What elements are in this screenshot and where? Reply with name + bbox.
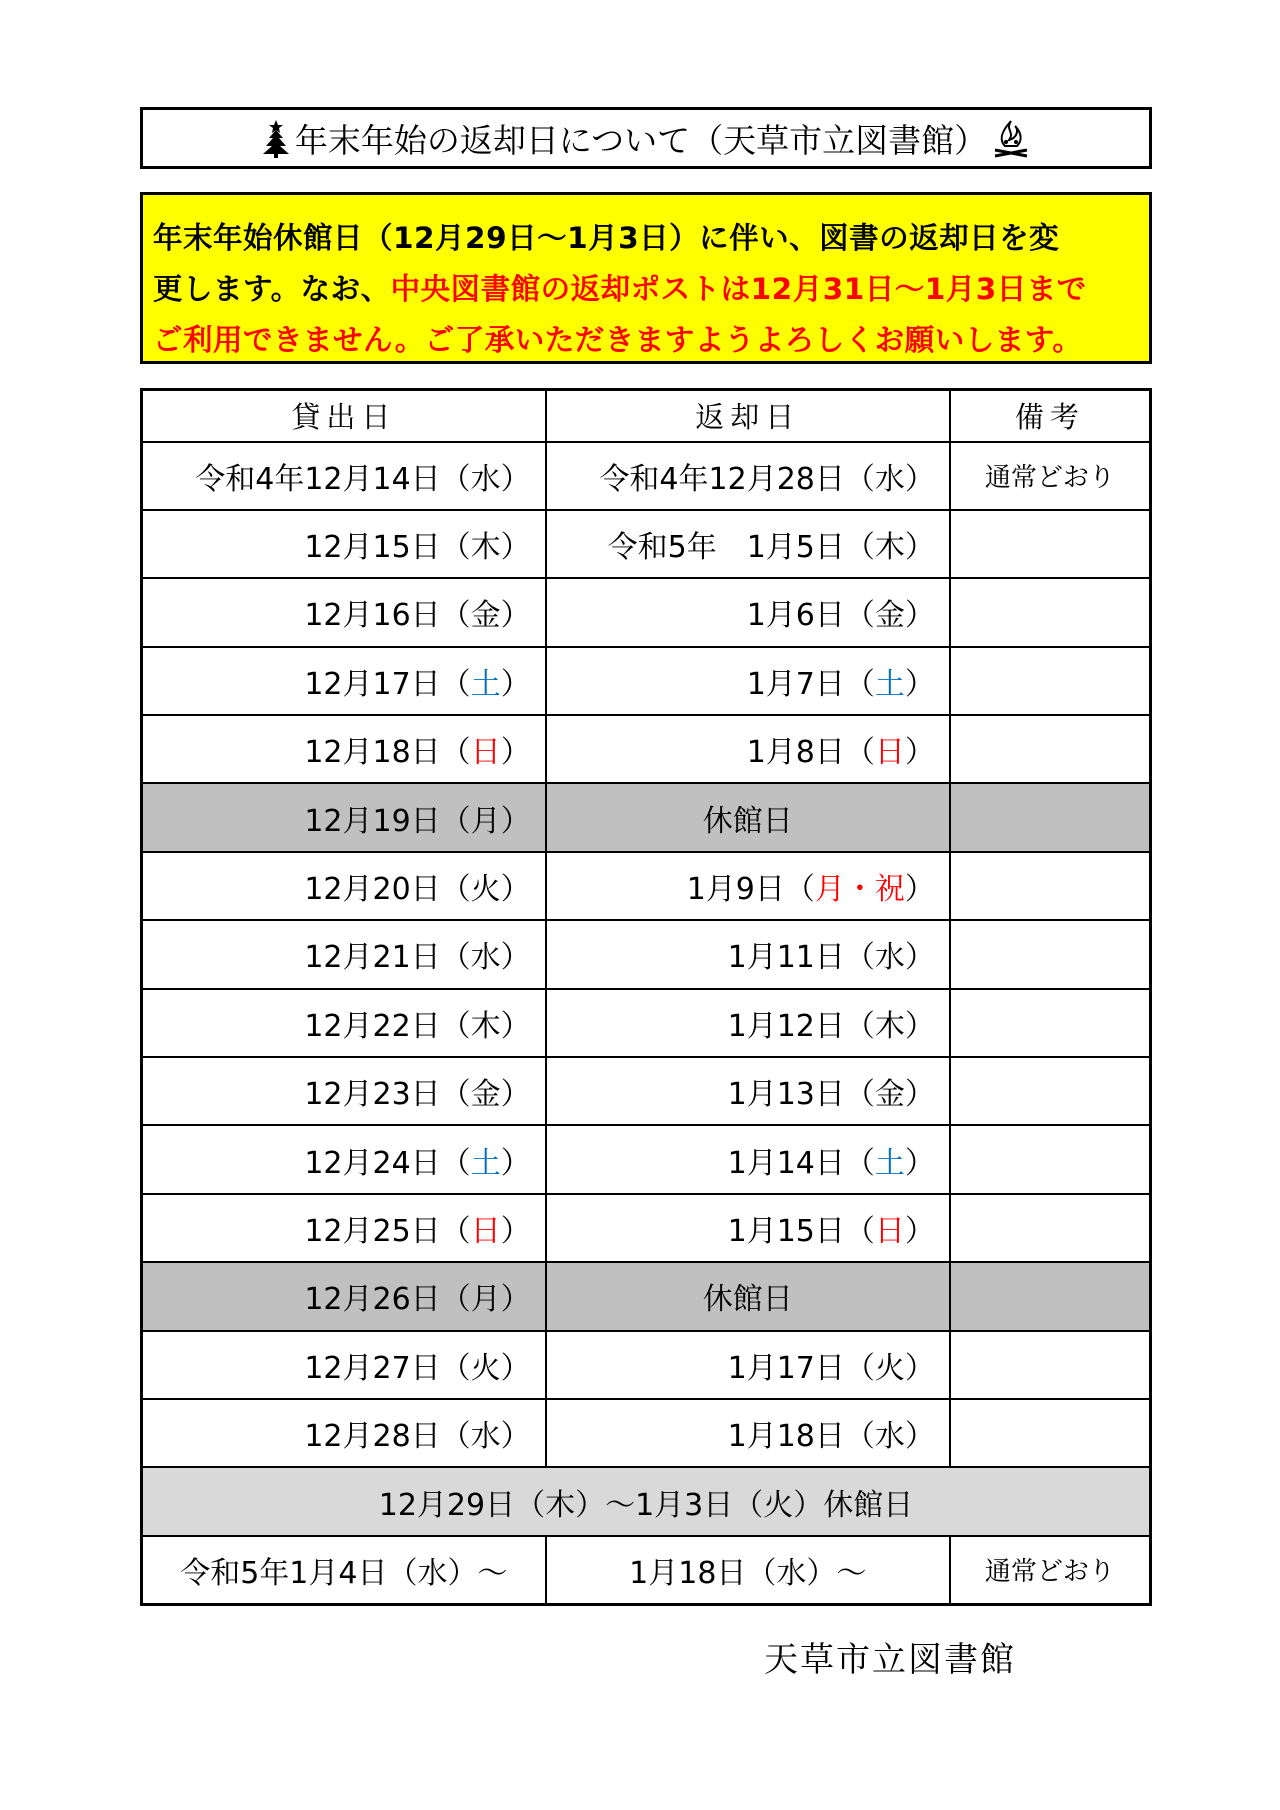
lend-date-cell: 12月15日（木）: [142, 510, 546, 578]
table-row: [142, 578, 1151, 646]
table-header-row: [142, 390, 1151, 442]
lend-date-cell: 12月21日（水）: [142, 920, 546, 988]
closed-period-cell: 12月29日（木）～1月3日（火）休館日: [142, 1467, 1151, 1535]
lend-date-cell: 12月28日（水）: [142, 1399, 546, 1467]
lend-date-cell: 12月19日（月）: [142, 783, 546, 851]
table-row-closed: [142, 783, 1151, 851]
note-cell: [950, 1262, 1151, 1330]
notice-line-1: 年末年始休館日（12月29日～1月3日）に伴い、図書の返却日を変: [153, 221, 1060, 255]
holiday-label: 月・祝: [814, 872, 905, 908]
return-date-cell: 1月9日（月・祝）: [546, 852, 950, 920]
note-cell: [950, 1125, 1151, 1193]
notice-box: [140, 192, 1152, 364]
saturday-label: 土: [874, 666, 905, 702]
return-date-cell: 1月18日（水）～: [546, 1536, 950, 1604]
table-row: [142, 442, 1151, 510]
lend-date-cell: 12月16日（金）: [142, 578, 546, 646]
table-row: [142, 1536, 1151, 1604]
note-cell: [950, 578, 1151, 646]
return-schedule-table: [140, 388, 1152, 1606]
library-signature: 天草市立図書館: [764, 1640, 1016, 1680]
table-row: [142, 1399, 1151, 1467]
return-date-cell: 1月17日（火）: [546, 1331, 950, 1399]
return-date-cell: 令和5年 1月5日（木）: [546, 510, 950, 578]
lend-date-cell: 12月22日（木）: [142, 989, 546, 1057]
christmas-tree-icon: [261, 118, 291, 158]
note-cell: [950, 920, 1151, 988]
sunday-label: 日: [470, 735, 501, 771]
saturday-label: 土: [470, 666, 501, 702]
return-date-cell: 休館日: [546, 1262, 950, 1330]
notice-line-2: 更します。なお、中央図書館の返却ポストは12月31日～1月3日まで: [153, 272, 1087, 306]
table-row: [142, 920, 1151, 988]
table-row: [142, 1194, 1151, 1262]
sunday-label: 日: [470, 1213, 501, 1249]
note-cell: [950, 852, 1151, 920]
lend-date-cell: 12月24日（土）: [142, 1125, 546, 1193]
sunday-label: 日: [874, 1213, 905, 1249]
note-cell: [950, 510, 1151, 578]
return-date-cell: 1月7日（土）: [546, 647, 950, 715]
table-row: [142, 510, 1151, 578]
document-title-box: [140, 107, 1152, 169]
table-row-closed-period: [142, 1467, 1151, 1535]
bonfire-icon: [991, 118, 1031, 158]
return-date-cell: 1月14日（土）: [546, 1125, 950, 1193]
return-date-cell: 1月12日（木）: [546, 989, 950, 1057]
note-cell: [950, 715, 1151, 783]
table-row: [142, 647, 1151, 715]
note-cell: 通常どおり: [950, 1536, 1151, 1604]
table-row: [142, 1125, 1151, 1193]
lend-date-cell: 12月23日（金）: [142, 1057, 546, 1125]
note-cell: [950, 989, 1151, 1057]
return-date-cell: 1月18日（水）: [546, 1399, 950, 1467]
return-date-cell: 令和4年12月28日（水）: [546, 442, 950, 510]
lend-date-cell: 12月17日（土）: [142, 647, 546, 715]
table-row: [142, 852, 1151, 920]
return-date-cell: 1月15日（日）: [546, 1194, 950, 1262]
saturday-label: 土: [470, 1145, 501, 1181]
return-date-cell: 1月6日（金）: [546, 578, 950, 646]
return-date-cell: 休館日: [546, 783, 950, 851]
lend-date-cell: 12月25日（日）: [142, 1194, 546, 1262]
return-date-cell: 1月13日（金）: [546, 1057, 950, 1125]
note-cell: [950, 647, 1151, 715]
document-title: 年末年始の返却日について（天草市立図書館）: [294, 120, 988, 160]
note-cell: [950, 1057, 1151, 1125]
lend-date-cell: 12月18日（日）: [142, 715, 546, 783]
lend-date-cell: 令和5年1月4日（水）～: [142, 1536, 546, 1604]
return-date-cell: 1月11日（水）: [546, 920, 950, 988]
notice-line-3: ご利用できません。ご了承いただきますようよろしくお願いします。: [153, 323, 1083, 357]
sunday-label: 日: [874, 735, 905, 771]
saturday-label: 土: [874, 1145, 905, 1181]
note-cell: 通常どおり: [950, 442, 1151, 510]
table-row: [142, 715, 1151, 783]
table-row: [142, 989, 1151, 1057]
return-date-cell: 1月8日（日）: [546, 715, 950, 783]
lend-date-cell: 12月27日（火）: [142, 1331, 546, 1399]
note-cell: [950, 1399, 1151, 1467]
note-cell: [950, 783, 1151, 851]
header-return-date: 返却日: [546, 390, 950, 442]
table-row: [142, 1331, 1151, 1399]
note-cell: [950, 1194, 1151, 1262]
header-note: 備考: [950, 390, 1151, 442]
lend-date-cell: 12月26日（月）: [142, 1262, 546, 1330]
lend-date-cell: 令和4年12月14日（水）: [142, 442, 546, 510]
table-row-closed: [142, 1262, 1151, 1330]
header-lend-date: 貸出日: [142, 390, 546, 442]
lend-date-cell: 12月20日（火）: [142, 852, 546, 920]
note-cell: [950, 1331, 1151, 1399]
table-row: [142, 1057, 1151, 1125]
